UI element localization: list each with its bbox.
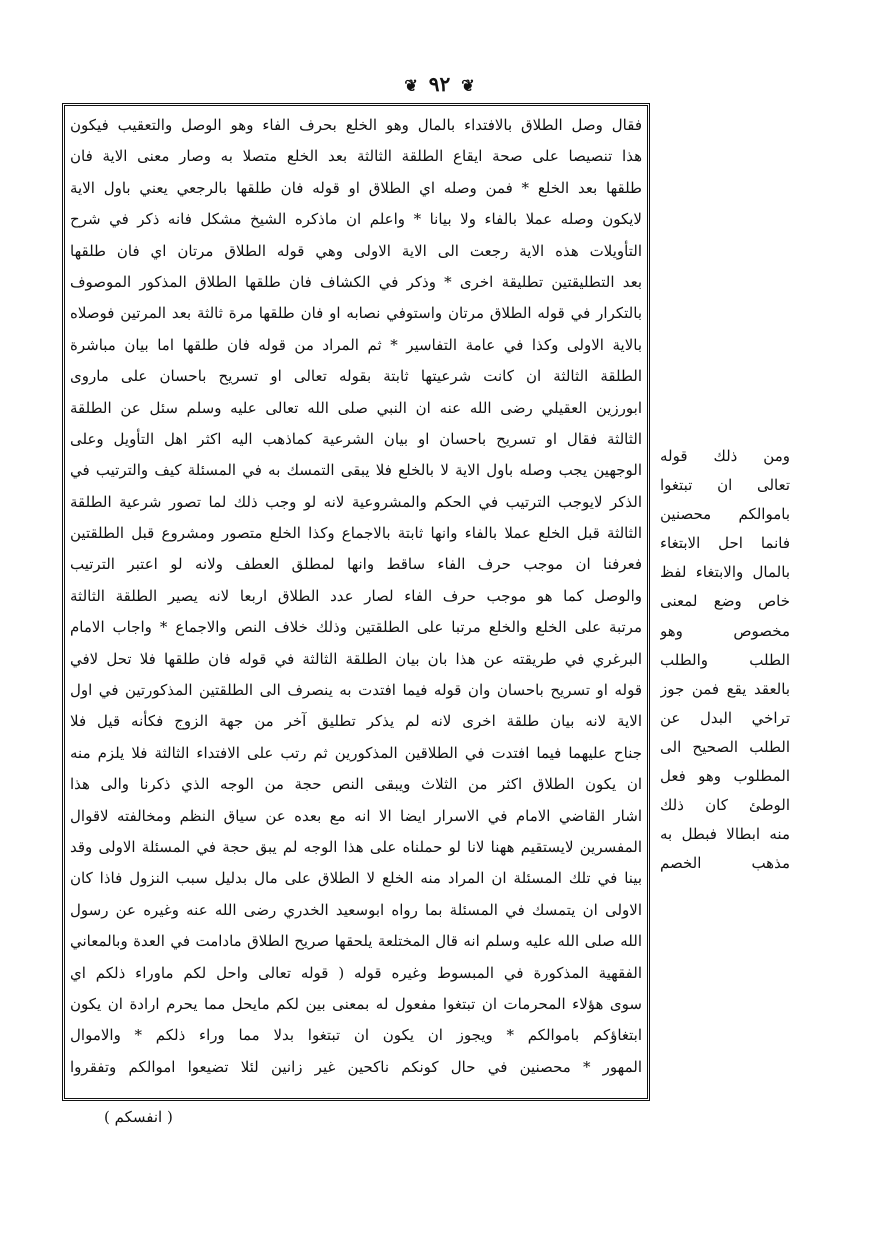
main-text-line: بالاية الاولى وكذا في عامة التفاسير * ثم المراد من قوله فان طلقها اما بيان مباشرة <box>70 335 642 354</box>
main-text-line: الثالثة قبل الخلع عملا بالفاء وانها ثابتة بالاجماع وكذا الخلع متصور ومشروع قبل الطلقتين <box>70 524 642 543</box>
main-text-line: لايكون وصله عملا بالفاء ولا بيانا * واعلم ان ماذكره الشيخ مشكل فانه ذكر في شرح <box>70 210 642 229</box>
main-text-line: ابورزين العقيلي رضى الله عنه ان النبي صلى الله تعالى عليه وسلم سئل عن الطلقة <box>70 398 642 417</box>
main-text-line: الثالثة فقال او تسريح باحسان او بيان الشرعية كماذهب اليه اكثر اهل التأويل وعلى <box>70 429 642 448</box>
main-text-line: البرغري في طريقته عن هذا بان بيان الطلقة الثالثة في قوله فان طلقها فلا تحل لافي <box>70 649 642 668</box>
main-text-line: ابتغاؤكم باموالكم * ويجوز ان يكون ان تبتغوا بدلا مما وراء ذلكم * والاموال <box>70 1026 642 1045</box>
main-text-line: الطلقة الثالثة ان كانت شرعيتها ثابتة بقوله تعالى او تسريح باحسان على ماروى <box>70 367 642 386</box>
ornament-right-icon: ❦ <box>461 76 475 95</box>
main-text-line: اشار القاضي الامام في الاسرار ايضا الا انه مع بعده عن سياق النظم ومخالفته لاقوال <box>70 806 642 825</box>
main-text-line: طلقها بعد الخلع * فمن وصله اي الطلاق او قوله فان طلقها بالرجعي يعني باول الاية <box>70 178 642 197</box>
margin-note-line: خاص وضع لمعنى <box>660 592 790 611</box>
margin-note-line: ومن ذلك قوله <box>660 447 790 465</box>
main-text-line: بعد التطليقتين تطليقة اخرى * وذكر في الكشاف فان طلقها الطلاق المذكور الموصوف <box>70 272 642 291</box>
main-text-line: الفقهية المذكورة في المبسوط وغيره قوله ( قوله تعالى واحل لكم ماوراء ذلكم اي <box>70 963 642 982</box>
page-number <box>0 72 879 96</box>
main-text-line: الوجهين يجب وصله باول الاية لا بالخلع فلا يبقى التمسك به في المسئلة كيف والترتيب في <box>70 461 642 480</box>
margin-note-line: بالعقد يقع فمن جوز <box>660 679 790 698</box>
margin-note-line: بالمال والابتغاء لفظ <box>660 563 790 582</box>
ornament-left-icon: ❦ <box>404 76 418 95</box>
main-text-line: هذا تنصيصا على صحة ايقاع الطلقة الثالثة بعد الخلع متصلا به وصار معنى الاية فان <box>70 147 642 166</box>
main-text-line: المفسرين لايستقيم ههنا لانا لو حملناه على هذا الوجه لم يبق حجة في المسئلة الاولى وقد <box>70 837 642 856</box>
main-text-line: الله صلى الله عليه وسلم انه قال المختلعة يلحقها صريح الطلاق مادامت في العدة وبالمعاني <box>70 932 642 951</box>
margin-note-line: تراخي البدل عن <box>660 708 790 727</box>
margin-note-line: باموالكم محصنين <box>660 505 790 524</box>
main-text-line: المهور * محصنين في حال كونكم ناكحين غير زانين لئلا تضيعوا اموالكم وتفقروا <box>70 1057 642 1076</box>
catchword: ( انفسكم ) <box>104 1108 173 1126</box>
main-text-line: سوى هؤلاء المحرمات ان تبتغوا مفعول له بمعنى بين لكم مايحل مما يحرم ارادة ان يكون <box>70 994 642 1013</box>
main-text-line: الاية لانه بيان طلقة اخرى لانه لم يذكر تطليق آخر من جهة الزوج فكأنه قيل فلا <box>70 712 642 731</box>
margin-note-line: مذهب الخصم <box>660 854 790 873</box>
main-text-line: ان يكون الطلاق اكثر من الثلاث ويبقى النص حجة من الوجه الذي ذكرنا والى هذا <box>70 775 642 794</box>
margin-note-line: الطلب الصحيح الى <box>660 737 790 756</box>
margin-note-line: فانما احل الابتغاء <box>660 534 790 553</box>
main-text-line: مرتبة على الخلع والخلع مرتبا على الطلقتين وذلك خلاف النص والاجماع * واجاب الامام <box>70 618 642 637</box>
margin-note-line: مخصوص وهو <box>660 621 790 640</box>
main-text-line: التأويلات هذه الاية رجعت الى الاية الاولى وهي قوله الطلاق مرتان اي فان طلقها <box>70 241 642 260</box>
page-number-value: ٩٢ <box>428 72 451 96</box>
margin-note-line: الوطئ كان ذلك <box>660 796 790 815</box>
main-text-line: قوله او تسريح باحسان وان قوله فيما افتدت به ينصرف الى الطلقتين المذكورتين في اول <box>70 681 642 700</box>
margin-note-line: تعالى ان تبتغوا <box>660 476 790 495</box>
main-text-line: بالتكرار في قوله الطلاق مرتان واستوفي نصابه او فان طلقها مرة ثالثة بعد المرتين فوصلاه <box>70 304 642 323</box>
main-text-line: فقال وصل الطلاق بالافتداء بالمال وهو الخلع بحرف الفاء وهو الوصل والتعقيب فيكون <box>70 116 642 134</box>
margin-note <box>660 442 790 878</box>
main-text-line: الاولى ان يتمسك في المسئلة بما رواه ابوسعيد الخدري رضى الله عنه وغيره عن رسول <box>70 900 642 919</box>
margin-note-line: منه ابطالا فبطل به <box>660 825 790 844</box>
main-text-line: والوصل كما هو موجب حرف الفاء لصار عدد الطلاق اربعا لانه يصير الطلقة الثالثة <box>70 586 642 605</box>
main-text-line: جناح عليهما فيما افتدت في الطلاقين المذكورين ثم رتب على الافتداء الثالثة فلا يلزم منه <box>70 743 642 762</box>
main-text-line: الذكر لايوجب الترتيب في الحكم والمشروعية لانه لو وجب ذلك لما تصور شرعية الطلقة <box>70 492 642 511</box>
main-text-block <box>70 110 642 1083</box>
margin-note-line: المطلوب وهو فعل <box>660 767 790 786</box>
main-text-line: بينا في تلك المسئلة ان المراد منه الخلع لا الطلاق على مال بدليل سبب النزول فاذا كان <box>70 869 642 888</box>
margin-note-line: الطلب والطلب <box>660 650 790 669</box>
main-text-line: فعرفنا ان موجب حرف الفاء ساقط وانها لمطلق العطف ولانه لو اعتبر الترتيب <box>70 555 642 574</box>
